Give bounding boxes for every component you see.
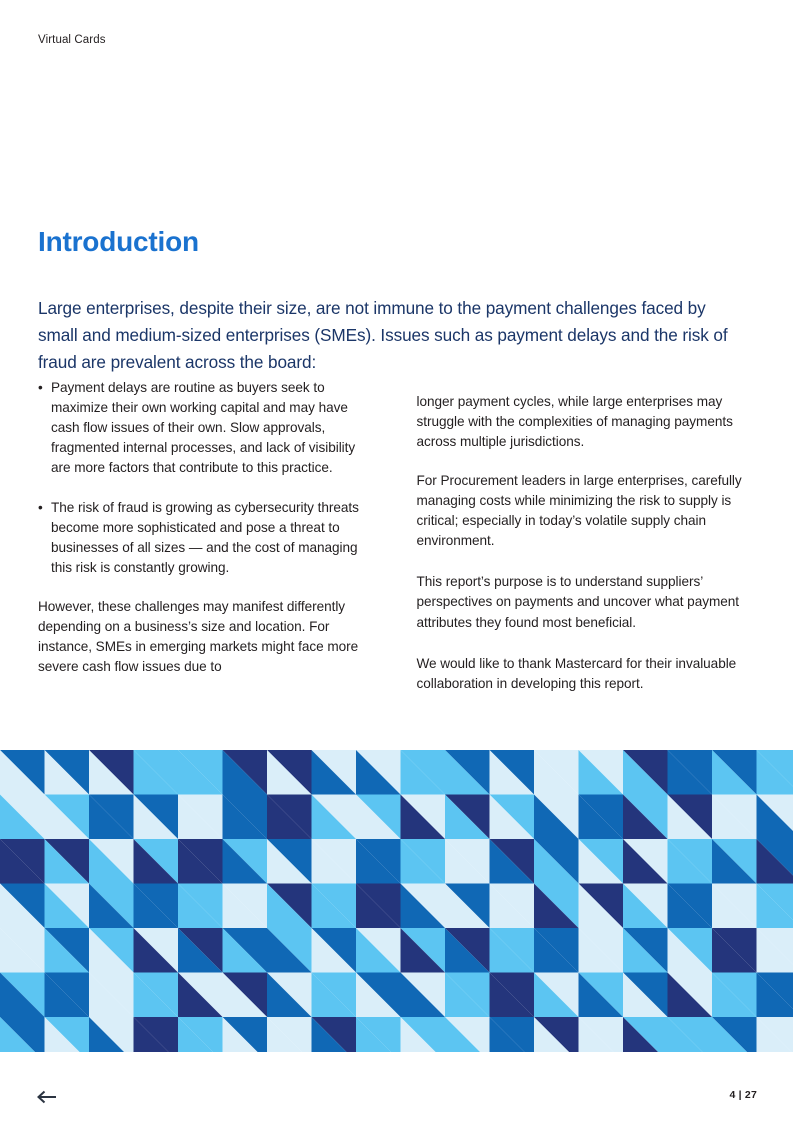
arrow-left-icon	[37, 1090, 57, 1104]
list-item	[38, 498, 378, 578]
list-item	[38, 378, 378, 479]
body-paragraph: For Procurement leaders in large enterprises, carefully managing costs while minimizing the risk to supply is critical; especially in today’s volatile supply chain environment.	[416, 472, 742, 549]
body-paragraph: longer payment cycles, while large enterprises may struggle with the complexities of managing payments across multiple jurisdictions.	[416, 393, 733, 449]
body-paragraph: This report’s purpose is to understand suppliers’ perspectives on payments and uncover what payment attributes they found most beneficial.	[416, 574, 739, 630]
decorative-pattern-band	[0, 750, 793, 1052]
back-button[interactable]	[36, 1086, 58, 1108]
list-item-text: The risk of fraud is growing as cybersecurity threats become more sophisticated and pose a threat to businesses of all sizes — and the cost of managing this risk is constantly growing.	[51, 499, 359, 575]
lede-paragraph: Large enterprises, despite their size, are not immune to the payment challenges faced by small and medium-sized enterprises (SMEs). Issues such as payment delays and the risk of fraud are prevalent across the board:	[38, 298, 728, 372]
body-paragraph: We would like to thank Mastercard for their invaluable collaboration in developing this report.	[416, 655, 737, 691]
bullet-marker: •	[38, 499, 43, 515]
running-header: Virtual Cards	[38, 34, 106, 46]
list-item-text: Payment delays are routine as buyers seek to maximize their own working capital and may have cash flow issues of their own. Slow approvals, fragmented internal processes, and lack of visibility are more factors that contribute to this practice.	[51, 380, 356, 476]
page-number: 4 | 27	[729, 1089, 757, 1101]
body-columns	[38, 378, 756, 713]
page-title: Introduction	[38, 225, 199, 257]
left-column	[38, 378, 378, 713]
bullet-marker: •	[38, 380, 43, 395]
body-paragraph: However, these challenges may manifest differently depending on a business’s size and location. For instance, SMEs in emerging markets might face more severe cash flow issues due to	[38, 598, 359, 675]
diagonal-tile-pattern-graphic	[0, 750, 793, 1052]
right-column	[417, 378, 757, 713]
